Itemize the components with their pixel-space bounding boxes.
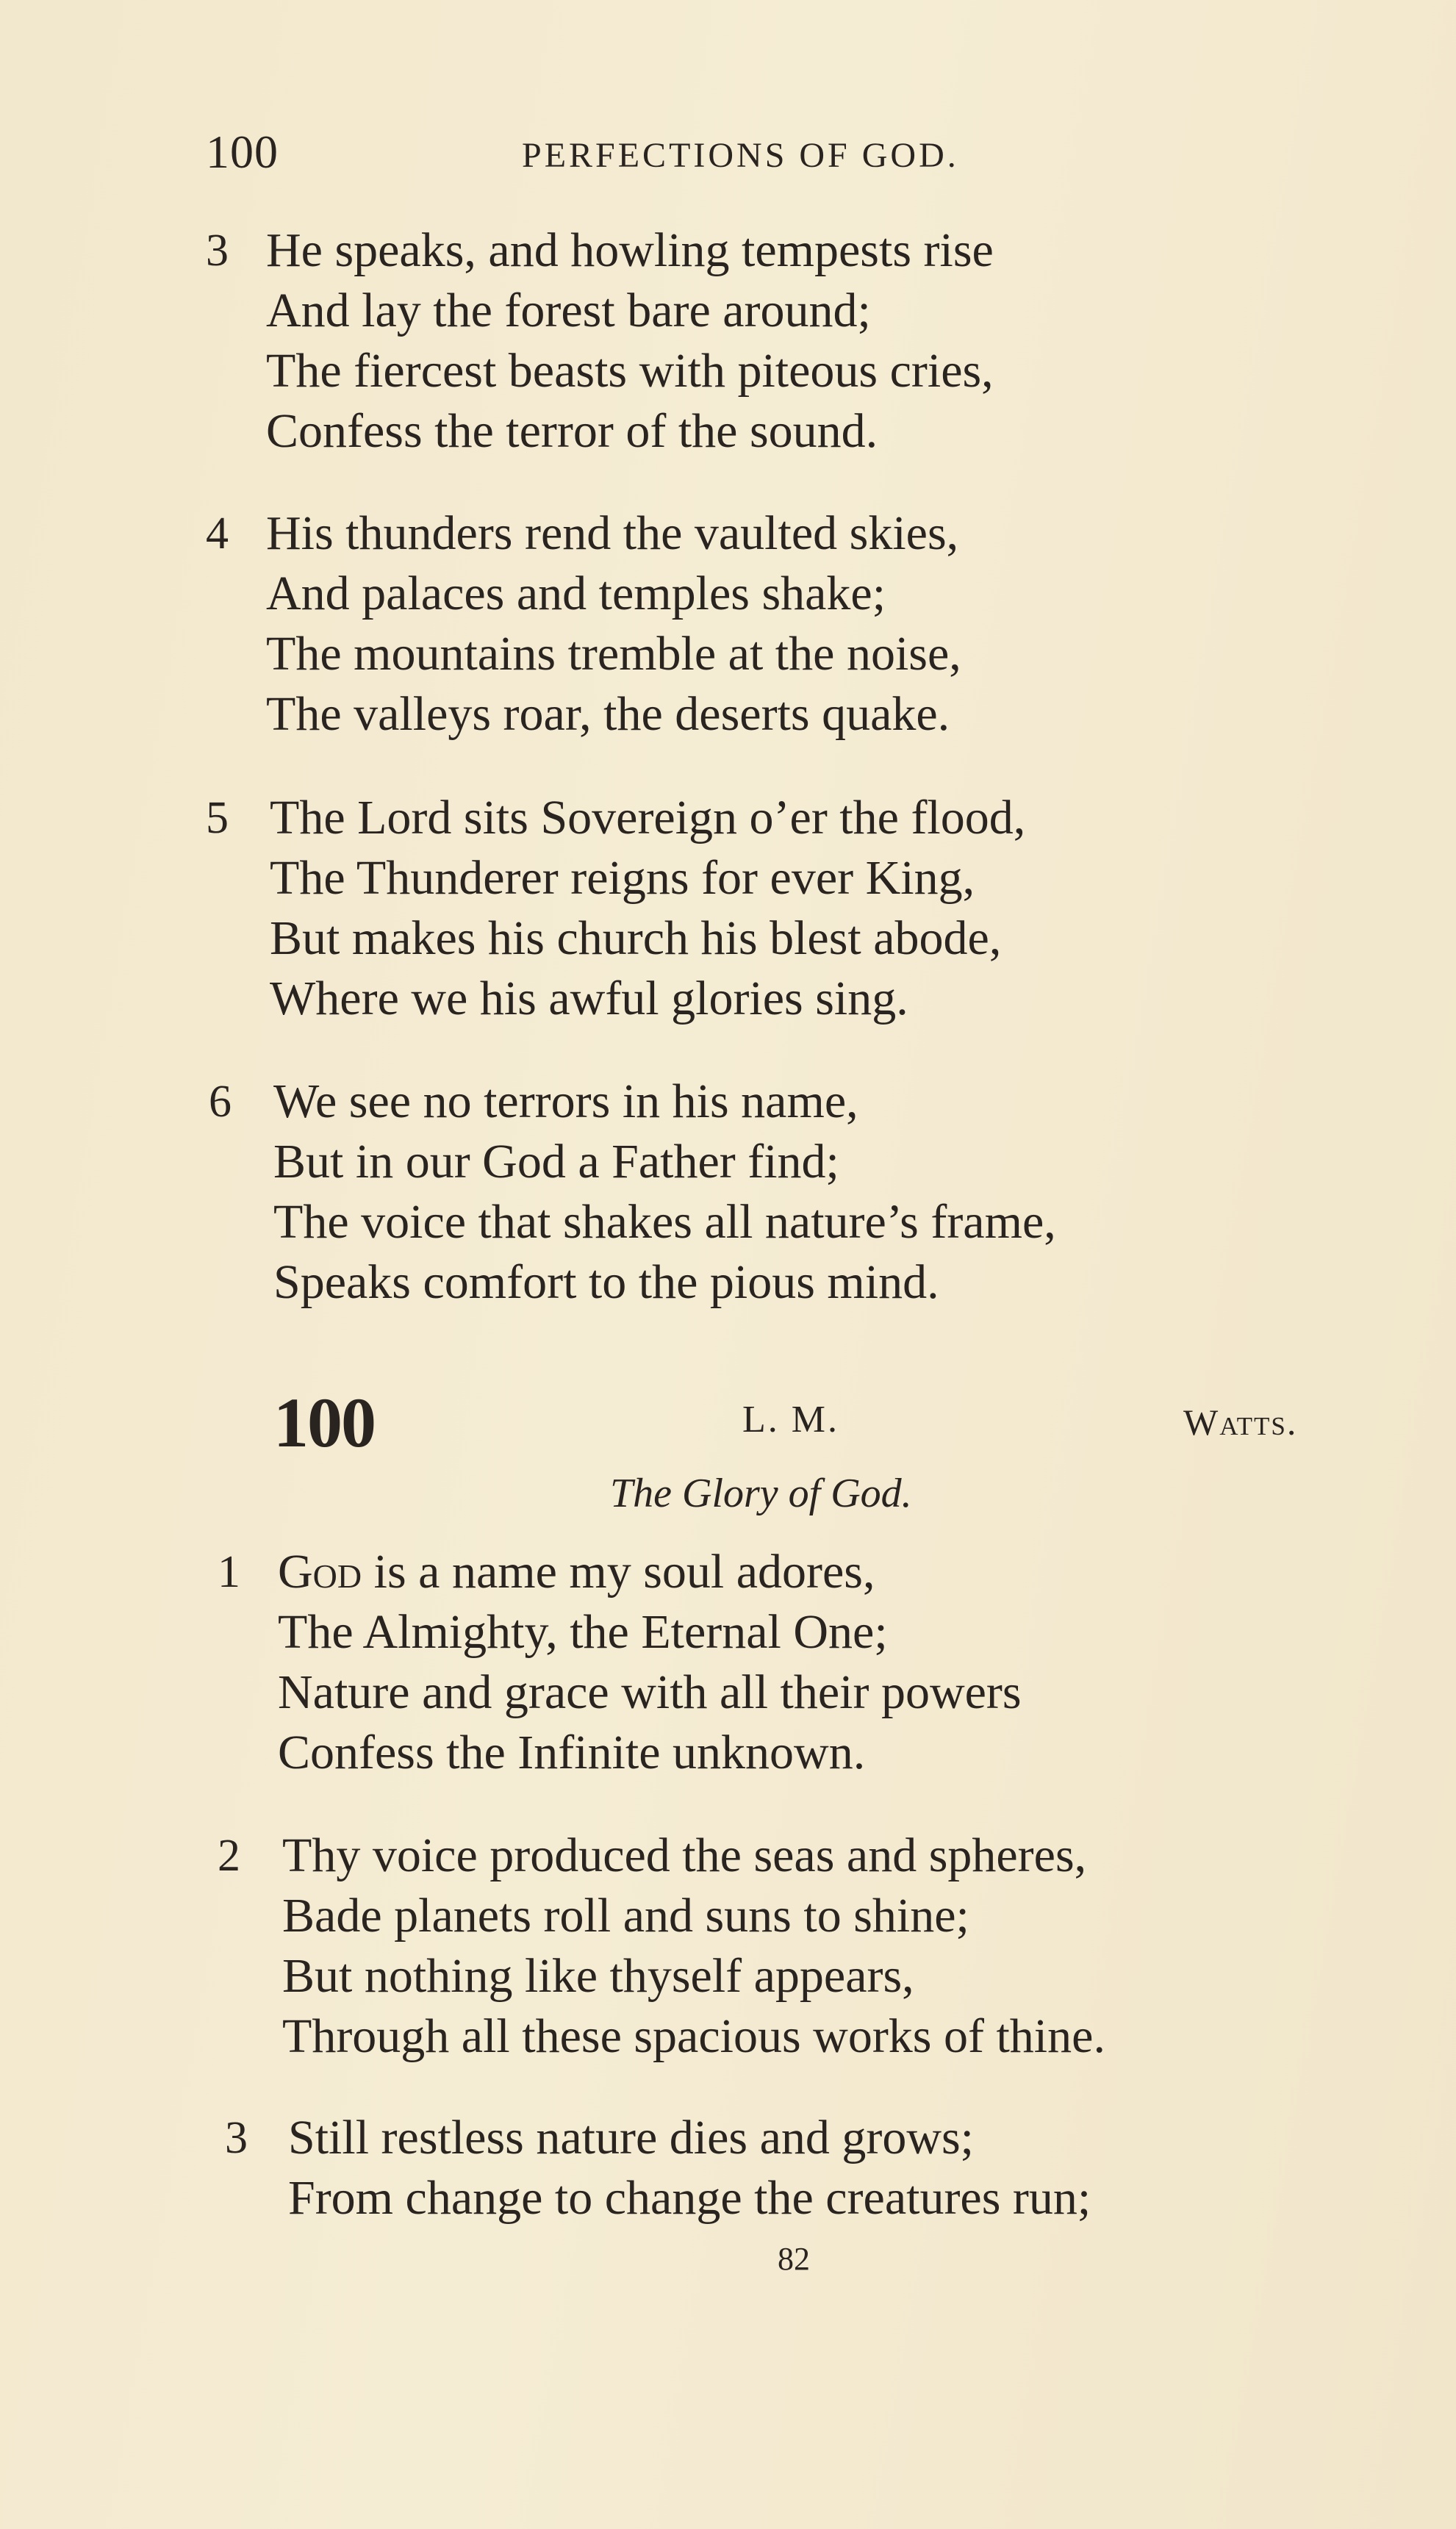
verse-line: But nothing like thyself appears, — [282, 1949, 914, 2003]
verse-line: We see no terrors in his name, — [273, 1075, 858, 1128]
verse-number: 1 — [218, 1547, 240, 1597]
verse-line: Where we his awful glories sing. — [270, 972, 908, 1025]
verse-line: But in our God a Father find; — [273, 1135, 839, 1188]
verse-line: The Lord sits Sovereign o’er the flood, — [270, 791, 1026, 844]
verse-line: Still restless nature dies and grows; — [288, 2111, 975, 2164]
page-number: 82 — [778, 2241, 810, 2277]
verse-number: 3 — [206, 226, 229, 276]
verse-line: And palaces and temples shake; — [266, 567, 886, 620]
verse-line: God is a name my soul adores, — [278, 1545, 875, 1599]
verse-number: 2 — [218, 1831, 240, 1881]
verse-line: Confess the terror of the sound. — [266, 404, 878, 458]
hymn-author: Watts. — [1183, 1402, 1298, 1443]
hymn-heading — [0, 1382, 1456, 1529]
hymn-subtitle: The Glory of God. — [610, 1471, 912, 1516]
verse-number: 5 — [206, 793, 229, 843]
running-head — [206, 125, 1058, 184]
hymn-number: 100 — [273, 1383, 375, 1462]
verse-line: The Thunderer reigns for ever King, — [270, 851, 975, 905]
verse-line: Bade planets roll and suns to shine; — [282, 1889, 969, 1943]
verse-number: 6 — [209, 1077, 232, 1127]
verse-line: From change to change the creatures run; — [288, 2171, 1091, 2225]
verse-line: Thy voice produced the seas and spheres, — [282, 1829, 1087, 1882]
page-folio: 100 — [206, 126, 279, 178]
running-head-title: PERFECTIONS OF GOD. — [522, 136, 959, 175]
verse-line: The voice that shakes all nature’s frame, — [273, 1195, 1056, 1249]
verse-line: And lay the forest bare around; — [266, 284, 871, 337]
verse-line: Nature and grace with all their powers — [278, 1665, 1022, 1719]
verse-line: Confess the Infinite unknown. — [278, 1726, 866, 1779]
hymn-meter: L. M. — [742, 1399, 839, 1441]
verse-line: Speaks comfort to the pious mind. — [273, 1255, 939, 1309]
verse-line: The mountains tremble at the noise, — [266, 627, 961, 681]
verse-line: The fiercest beasts with piteous cries, — [266, 344, 994, 398]
verse-line: The Almighty, the Eternal One; — [278, 1605, 888, 1659]
verse-line: Through all these spacious works of thine. — [282, 2009, 1105, 2063]
verse-number: 4 — [206, 509, 229, 559]
verse-line: The valleys roar, the deserts quake. — [266, 687, 950, 741]
verse-line: His thunders rend the vaulted skies, — [266, 506, 959, 560]
verse-line: He speaks, and howling tempests rise — [266, 223, 994, 277]
verse-line: But makes his church his blest abode, — [270, 911, 1002, 965]
verse-number: 3 — [225, 2113, 248, 2163]
